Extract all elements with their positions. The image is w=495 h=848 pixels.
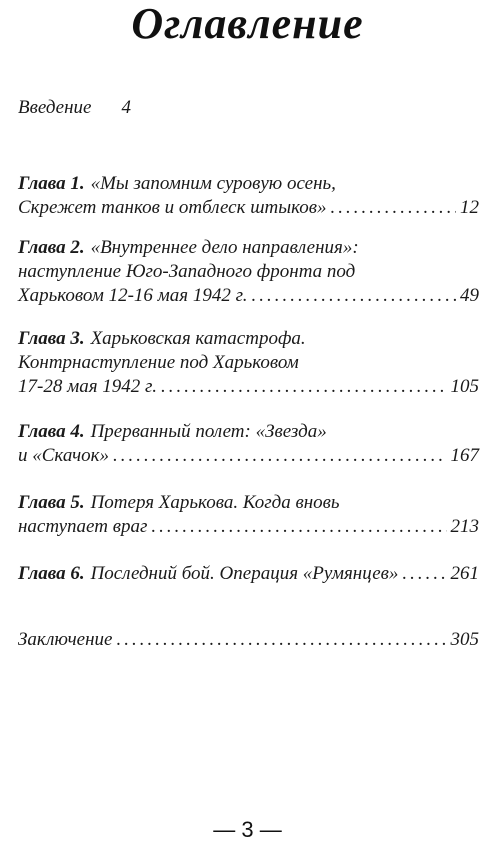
toc-page-number: 49 [460,285,479,306]
chapter-title-line: и «Скачок» [18,445,110,466]
toc-entry-intro[interactable] [18,96,479,120]
dot-leader [113,444,446,468]
toc-page-number: 305 [450,629,479,650]
chapter-title-line: Потеря Харькова. Когда вновь [90,492,340,513]
dot-leader [402,562,446,586]
chapter-title-line: Харьковская катастрофа. [90,328,306,349]
chapter-label: Глава 1. [18,173,85,194]
toc-entry-chapter-2[interactable] [18,236,479,308]
toc-page-number: 12 [460,197,479,218]
dot-leader [331,196,456,220]
chapter-title-line: Последний бой. Операция «Румянцев» [90,563,399,584]
toc-entry-chapter-6[interactable] [18,562,479,586]
chapter-title-line: наступление Юго-Западного фронта под [18,261,356,282]
toc-entry-chapter-3[interactable] [18,327,479,399]
dot-leader [161,375,447,399]
chapter-title-line: «Внутреннее дело направления»: [90,237,359,258]
page-number-footer: — 3 — [213,817,282,842]
page-title: Оглавление [131,0,364,48]
toc-page-number: 213 [450,516,479,537]
chapter-title-line: «Мы запомним суровую осень, [90,173,336,194]
toc-entry-chapter-4[interactable] [18,420,479,468]
toc-page-number: 4 [121,97,131,118]
toc-page-number: 105 [450,376,479,397]
chapter-label: Глава 6. [18,563,85,584]
toc-entry-conclusion[interactable] [18,628,479,652]
chapter-title-line: Харьковом 12-16 мая 1942 г. [18,285,248,306]
toc-entry-chapter-1[interactable] [18,172,479,220]
dot-leader [151,515,446,539]
toc-page-number: 261 [450,563,479,584]
chapter-label: Глава 2. [18,237,85,258]
dot-leader [116,628,446,652]
toc-entry-title: Введение [18,97,92,118]
chapter-title-line: Скрежет танков и отблеск штыков» [18,197,327,218]
chapter-title-line: 17-28 мая 1942 г. [18,376,157,397]
chapter-label: Глава 4. [18,421,85,442]
toc-entry-chapter-5[interactable] [18,491,479,539]
dot-leader [252,284,456,308]
chapter-title-line: Контрнаступление под Харьковом [18,352,299,373]
chapter-label: Глава 5. [18,492,85,513]
chapter-title-line: Прерванный полет: «Звезда» [90,421,327,442]
chapter-title-line: наступает враг [18,516,148,537]
toc-page-number: 167 [450,445,479,466]
toc-entry-title: Заключение [18,629,113,650]
chapter-label: Глава 3. [18,328,85,349]
